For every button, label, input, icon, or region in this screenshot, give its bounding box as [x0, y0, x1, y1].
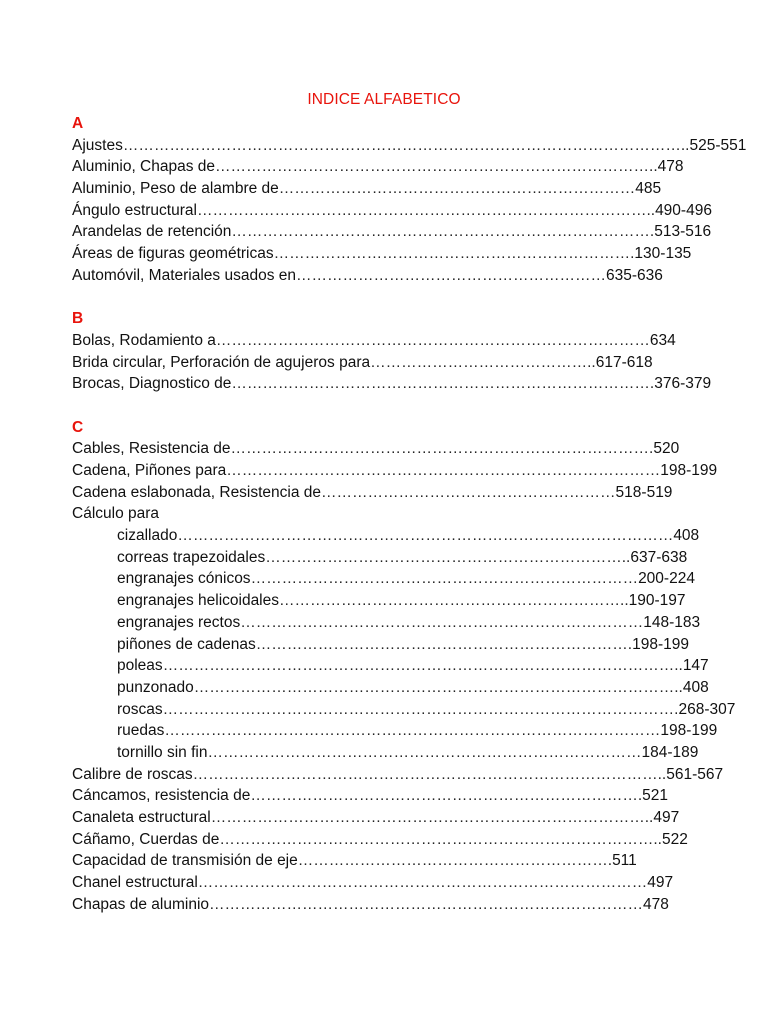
- entry-page-range: 637-638: [630, 548, 688, 566]
- index-entry: [72, 785, 672, 807]
- entry-term: tornillo sin fin: [117, 743, 208, 761]
- index-subentry: [72, 590, 686, 612]
- entry-page-range: 198-199: [660, 722, 718, 740]
- entry-dot-leader: ………………………………………………………………………………………………..: [122, 136, 690, 154]
- entry-dot-leader: ……………………………………………………………………………..: [196, 201, 656, 219]
- alphabetical-index: [72, 113, 747, 915]
- entry-dot-leader: ……………………………………………………………: [278, 180, 636, 198]
- entry-dot-leader: …………………………………………………………….: [273, 245, 635, 263]
- index-entry: [72, 460, 718, 482]
- entry-dot-leader: …………………………………………………………………………..: [219, 830, 662, 848]
- index-entry: [72, 352, 672, 374]
- index-entry: [72, 178, 672, 200]
- index-subentry: [72, 742, 699, 764]
- entry-term: Arandelas de retención: [72, 223, 232, 241]
- entry-dot-leader: …………………………………………………………………………..: [215, 158, 658, 176]
- entry-dot-leader: ……………………………………………………: [296, 266, 607, 284]
- entry-page-range: 634: [649, 331, 676, 349]
- entry-page-range: 190-197: [628, 592, 686, 610]
- index-subentry: [72, 720, 718, 742]
- entry-term: Cadena, Piñones para: [72, 462, 227, 479]
- entry-term: Áreas de figuras geométricas: [72, 245, 274, 263]
- entry-dot-leader: ………………………………………………………………….: [250, 787, 643, 805]
- entry-term: Aluminio, Chapas de: [72, 158, 216, 176]
- index-subentry: [72, 655, 709, 677]
- entry-term: Cáñamo, Cuerdas de: [72, 830, 220, 848]
- entry-dot-leader: ……………………………………………………………………: [240, 613, 644, 631]
- entry-page-range: 200-224: [638, 570, 695, 588]
- entry-term: Capacidad de transmisión de eje: [72, 852, 298, 870]
- entry-page-range: 478: [657, 158, 684, 176]
- index-subentry: [72, 677, 709, 699]
- index-entry: [72, 135, 747, 157]
- entry-dot-leader: …………………………………………………………………………..: [210, 809, 654, 826]
- entry-dot-leader: ……………………………………………………………………………………: [164, 722, 661, 740]
- entry-page-range: 617-618: [595, 353, 653, 371]
- entry-term: engranajes rectos: [117, 613, 241, 631]
- entry-page-range: 147: [682, 657, 709, 675]
- entry-dot-leader: ……………………………………………………………………………: [197, 874, 648, 892]
- entry-dot-leader: …………………………………………………….: [297, 852, 613, 870]
- entry-term: Chanel estructural: [72, 874, 198, 892]
- entry-page-range: 521: [642, 787, 669, 805]
- entry-term: Bolas, Rodamiento a: [72, 331, 216, 349]
- entry-page-range: 148-183: [643, 613, 701, 631]
- index-subentry: [72, 699, 736, 721]
- entry-page-range: 485: [635, 180, 662, 198]
- index-title: INDICE ALFABETICO: [307, 91, 461, 108]
- entry-term: Ajustes: [72, 136, 123, 154]
- entry-term: cizallado: [117, 527, 178, 545]
- entry-term: engranajes helicoidales: [117, 592, 280, 610]
- entry-page-range: 268-307: [678, 700, 736, 718]
- index-entry: [72, 764, 724, 786]
- entry-term: Cables, Resistencia de: [72, 440, 231, 458]
- entry-dot-leader: …………………………………………………………………………: [209, 895, 644, 913]
- entry-dot-leader: ……………………………………………………………………….: [230, 440, 654, 458]
- entry-page-range: 511: [612, 852, 637, 870]
- index-entry: [72, 221, 712, 243]
- entry-dot-leader: ……………………………………………………………………….: [231, 223, 655, 241]
- entry-dot-leader: ……………………………………………………………………………………….: [162, 700, 679, 718]
- entry-term: roscas: [117, 700, 163, 718]
- entry-page-range: 130-135: [634, 245, 692, 263]
- entry-term: Ángulo estructural: [72, 201, 197, 219]
- entry-term: Cálculo para: [72, 505, 160, 523]
- entry-dot-leader: ………………………………………………………………………………..: [192, 765, 667, 783]
- entry-page-range: 376-379: [654, 375, 712, 393]
- entry-dot-leader: …………………………………………………………………………: [226, 462, 661, 479]
- index-entry: [72, 829, 688, 851]
- section-spacer: [72, 287, 672, 309]
- entry-page-range: 513-516: [654, 223, 712, 241]
- index-entry: [72, 373, 712, 395]
- entry-term: Cadena eslabonada, Resistencia de: [72, 483, 322, 501]
- index-entry: [72, 200, 712, 222]
- entry-dot-leader: …………………………………………………………………………: [215, 331, 650, 349]
- entry-page-range: 561-567: [666, 765, 724, 783]
- entry-page-range: 408: [682, 678, 709, 696]
- index-subentry: [72, 634, 689, 656]
- entry-page-range: 184-189: [641, 743, 699, 761]
- entry-dot-leader: …………………………………………………………………: [250, 570, 639, 588]
- index-entry: [72, 872, 672, 894]
- entry-page-range: 490-496: [655, 201, 712, 219]
- section-letter-c: C: [72, 418, 84, 436]
- entry-term: engranajes cónicos: [117, 570, 251, 588]
- entry-page-range: 198-199: [660, 462, 718, 479]
- entry-dot-leader: …………………………………………………: [321, 483, 616, 501]
- index-entry: [72, 330, 676, 352]
- entry-page-range: 635-636: [606, 266, 663, 284]
- entry-page-range: 198-199: [632, 635, 689, 653]
- entry-term: Chapas de aluminio: [72, 895, 210, 913]
- entry-page-range: 478: [643, 895, 669, 913]
- index-entry: [72, 807, 680, 829]
- index-subentry: [72, 525, 700, 547]
- entry-term: Cáncamos, resistencia de: [72, 787, 251, 805]
- entry-dot-leader: ……………………………………………………………..: [265, 548, 631, 566]
- index-subentry: [72, 612, 701, 634]
- section-spacer: [72, 395, 672, 417]
- entry-dot-leader: ……………………………………………………………………………………: [177, 527, 674, 545]
- entry-term: Canaleta estructural: [72, 809, 211, 826]
- entry-dot-leader: ……………………………………..: [370, 353, 596, 371]
- entry-term: piñones de cadenas: [117, 635, 256, 653]
- index-entry: [72, 482, 672, 504]
- section-letter-a: A: [72, 115, 84, 132]
- entry-term: ruedas: [117, 722, 165, 740]
- entry-dot-leader: …………………………………………………………..: [279, 592, 629, 610]
- index-subentry: [72, 547, 688, 569]
- entry-page-range: 525-551: [689, 136, 747, 154]
- entry-term: Aluminio, Peso de alambre de: [72, 180, 279, 198]
- entry-dot-leader: …………………………………………………………………………: [207, 743, 642, 761]
- entry-term: Automóvil, Materiales usados en: [72, 266, 297, 284]
- entry-page-range: 518-519: [615, 483, 673, 501]
- entry-dot-leader: ……………………………………………………………….: [255, 635, 633, 653]
- entry-dot-leader: …………………………………………………………………………………..: [193, 678, 683, 696]
- section-letter-b: B: [72, 310, 84, 328]
- entry-term: Brida circular, Perforación de agujeros para: [72, 353, 371, 371]
- index-entry: [72, 438, 680, 460]
- index-entry: [72, 265, 672, 287]
- index-entry: [72, 850, 672, 872]
- entry-page-range: 520: [653, 440, 680, 458]
- entry-page-range: 522: [661, 830, 688, 848]
- entry-term: Calibre de roscas: [72, 765, 193, 783]
- entry-term: punzonado: [117, 678, 194, 696]
- entry-dot-leader: ……………………………………………………………………….: [231, 375, 655, 393]
- entry-term: poleas: [117, 657, 163, 675]
- entry-page-range: 497: [647, 874, 674, 892]
- entry-dot-leader: ………………………………………………………………………………………..: [162, 657, 683, 675]
- entry-page-range: 497: [653, 809, 680, 826]
- index-entry: [72, 156, 684, 178]
- index-entry: [72, 894, 672, 916]
- entry-term: correas trapezoidales: [117, 548, 266, 566]
- entry-term: Brocas, Diagnostico de: [72, 375, 232, 393]
- index-entry: [72, 503, 672, 525]
- index-subentry: [72, 568, 695, 590]
- entry-page-range: 408: [673, 527, 700, 545]
- index-entry: [72, 243, 692, 265]
